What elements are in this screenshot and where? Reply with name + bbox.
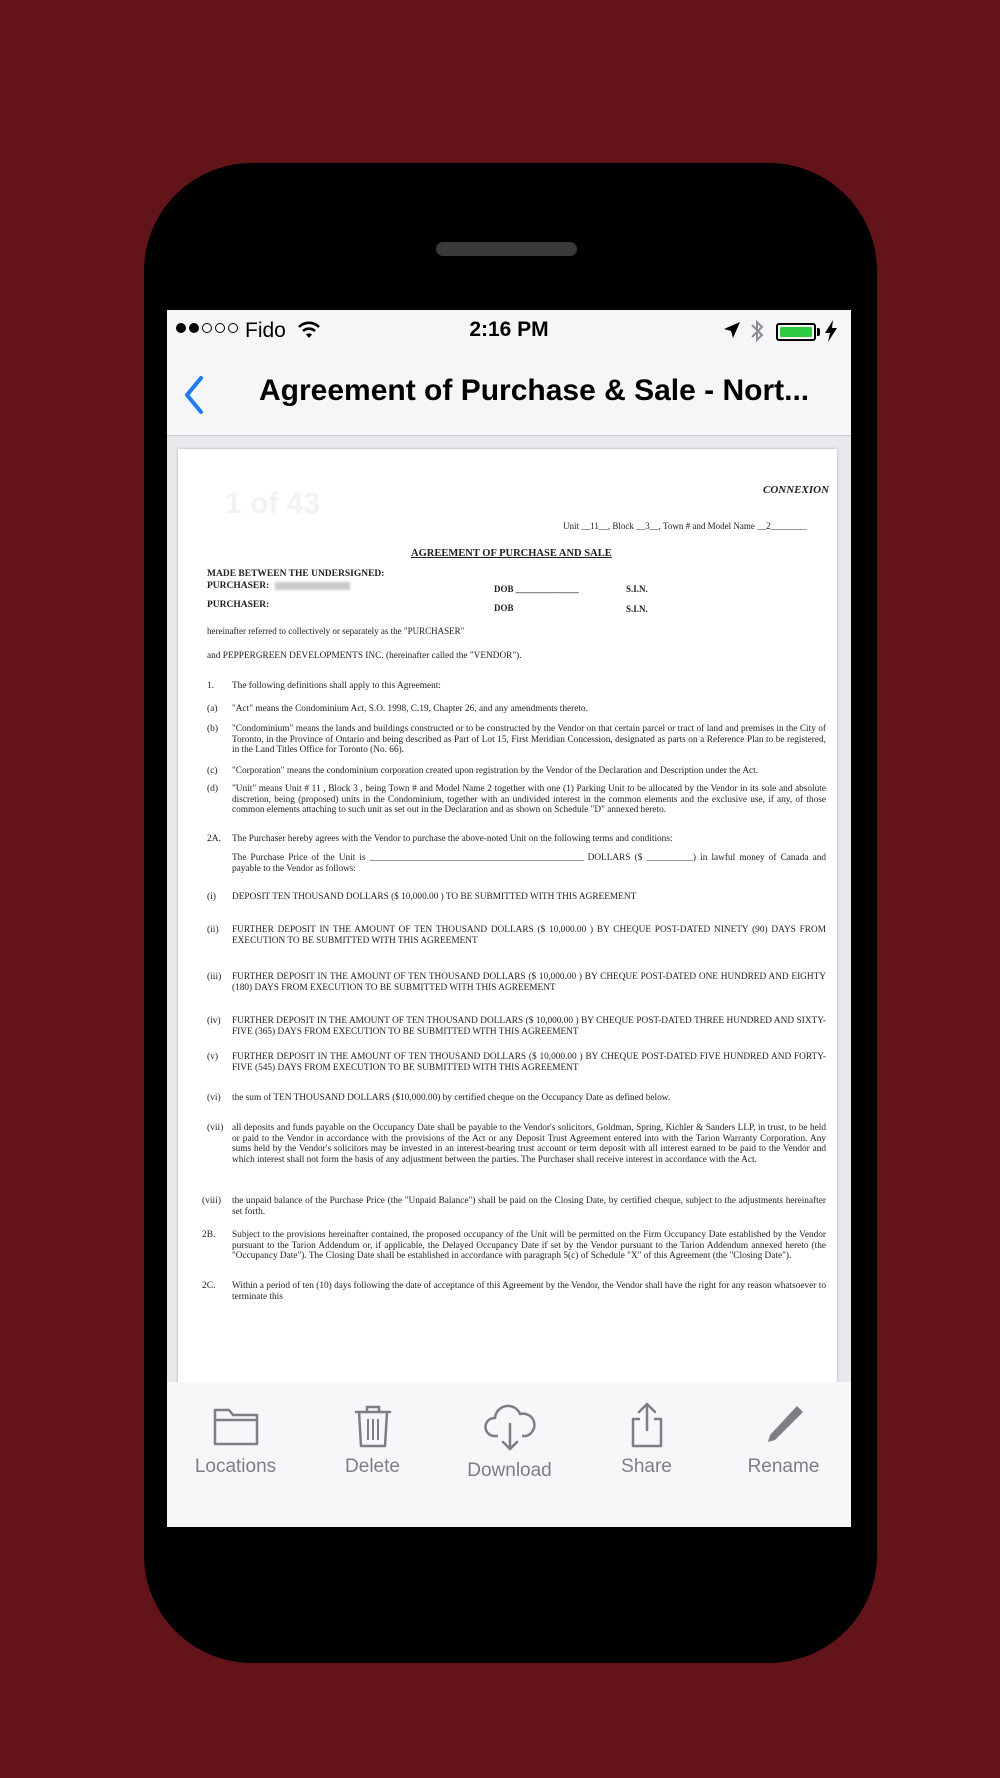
clause-number: 2C.: [202, 1281, 216, 1291]
locations-label: Locations: [194, 1456, 277, 1477]
doc-purchaser-label-1: PURCHASER:: [207, 581, 270, 591]
battery-cap: [817, 328, 820, 336]
phone-speaker: [436, 242, 577, 256]
clause-number: (v): [207, 1052, 219, 1062]
clause-text: FURTHER DEPOSIT IN THE AMOUNT OF TEN THOUSAND DOLLARS ($ 10,000.00 ) BY CHEQUE POST-DATED NINETY (90) DAYS FROM EXECUTION TO BE SUBMITTED WITH THIS AGREEMENT: [232, 925, 826, 946]
clause-text: "Act" means the Condominium Act, S.O. 1998, C.19, Chapter 26, and any amendments thereto.: [232, 704, 588, 714]
clause-text: Within a period of ten (10) days following the date of acceptance of this Agreement by the Vendor, the Vendor shall have the right for any reason whatsoever to terminate this: [232, 1281, 826, 1302]
clause-text: all deposits and funds payable on the Occupancy Date shall be payable to the Vendor's solicitors, Goldman, Spring, Kichler & Sanders LLP, in trust, to be held or paid to the Vendor in accordance with the provisions of the Act or any Deposit Trust Agreement entered into with the Tarion Warranty Corporation. Any sums held by the Vendor's solicitors may be invested in an interest-bearing trust account or term deposit with all interest earned to be paid to the Vendor and which interest shall not form the basis of any adjustment between the parties. The Purchaser shall receive interest in accordance with the Act.: [232, 1123, 826, 1165]
clause-number: 2B.: [202, 1230, 216, 1240]
clause-text: The following definitions shall apply to this Agreement:: [232, 681, 441, 691]
delete-button[interactable]: [304, 1402, 441, 1478]
battery-icon: [776, 323, 816, 341]
doc-dob-label-2: DOB: [494, 603, 514, 613]
share-label: Share: [621, 1456, 672, 1477]
carrier-name: Fido: [245, 319, 286, 342]
purchase-price-text: The Purchase Price of the Unit is ______________________________________________ DOLLARS ($ __________) in lawful money of Canada and payable to the Vendor as follows:: [232, 853, 826, 874]
navigation-bar: [167, 354, 851, 436]
rename-label: Rename: [747, 1456, 820, 1477]
clause-text: The Purchaser hereby agrees with the Vendor to purchase the above-noted Unit on the following terms and conditions:: [232, 834, 673, 844]
bottom-toolbar: [167, 1382, 851, 1527]
folder-icon: [211, 1402, 261, 1448]
bluetooth-icon: [750, 319, 764, 343]
charging-bolt-icon: [825, 320, 837, 342]
trash-icon: [348, 1402, 398, 1448]
clause-text: "Corporation" means the condominium corporation created upon registration by the Vendor of the Declaration and Description under the Act.: [232, 766, 759, 776]
phone-screen: [167, 310, 851, 1527]
share-button[interactable]: [578, 1402, 715, 1478]
document-page[interactable]: [178, 449, 837, 1382]
battery-level-fill: [780, 327, 812, 337]
document-viewer[interactable]: [167, 436, 851, 1382]
clause-text: FURTHER DEPOSIT IN THE AMOUNT OF TEN THOUSAND DOLLARS ($ 10,000.00 ) BY CHEQUE POST-DATED THREE HUNDRED AND SIXTY-FIVE (365) DAYS FROM EXECUTION TO BE SUBMITTED WITH THIS AGREEMENT: [232, 1016, 826, 1037]
doc-purchaser-label-2: PURCHASER:: [207, 600, 270, 610]
status-time: 2:16 PM: [469, 318, 549, 341]
clause-text: Subject to the provisions hereinafter contained, the proposed occupancy of the Unit will be permitted on the Firm Occupancy Date established by the Vendor pursuant to the Tarion Addendum or, if applicable, the Delayed Occupancy Date if set by the Vendor pursuant to the Tarion Addendum annexed hereto (the "Occupancy Date"). The Closing Date shall be established in accordance with paragraph 5(c) of Schedule "X" of this Agreement (the "Closing Date").: [232, 1230, 826, 1261]
clause-number: (ii): [207, 925, 219, 935]
doc-vendor-line: and PEPPERGREEN DEVELOPMENTS INC. (hereinafter called the "VENDOR").: [207, 651, 522, 661]
clause-number: (vi): [207, 1093, 221, 1103]
download-label: Download: [467, 1460, 552, 1481]
pencil-icon: [759, 1402, 809, 1448]
clause-text: the unpaid balance of the Purchase Price (the "Unpaid Balance") shall be paid on the Closing Date, by certified cheque, subject to the adjustments hereinafter set forth.: [232, 1196, 826, 1217]
clause-text: "Unit" means Unit # 11 , Block 3 , being Town # and Model Name 2 together with one (1) Parking Unit to be allocated by the Vendor in its sole and absolute discretion, being (proposed) units in the Condominium, together with an undivided interest in the common elements and the exclusive use, if any, of those common elements attaching to such unit as set out in the Declaration and as shown on Schedule "D" annexed hereto.: [232, 784, 826, 815]
locations-button[interactable]: [167, 1402, 304, 1478]
clause-number: (b): [207, 724, 219, 734]
clause-number: (iii): [207, 972, 222, 982]
clause-number: 2A.: [207, 834, 221, 844]
share-icon: [622, 1402, 672, 1448]
document-title: Agreement of Purchase & Sale - Nort...: [259, 374, 810, 407]
doc-header-name: CONNEXION: [763, 484, 830, 496]
clause-text: the sum of TEN THOUSAND DOLLARS ($10,000.00) by certified cheque on the Occupancy Date as defined below.: [232, 1093, 671, 1103]
status-bar: [167, 310, 851, 354]
clause-number: (vii): [207, 1123, 224, 1133]
back-button[interactable]: [179, 374, 213, 418]
clause-text: DEPOSIT TEN THOUSAND DOLLARS ($ 10,000.00 ) TO BE SUBMITTED WITH THIS AGREEMENT: [232, 892, 637, 902]
cloud-download-icon: [483, 1402, 537, 1452]
clause-number: (i): [207, 892, 216, 902]
doc-unit-line: Unit __11__, Block __3__, Town # and Model Name __2________: [563, 521, 807, 531]
clause-text: FURTHER DEPOSIT IN THE AMOUNT OF TEN THOUSAND DOLLARS ($ 10,000.00 ) BY CHEQUE POST-DATED ONE HUNDRED AND EIGHTY (180) DAYS FROM EXECUTION TO BE SUBMITTED WITH THIS AGREEMENT: [232, 972, 826, 993]
clause-number: (iv): [207, 1016, 221, 1026]
page-indicator: 1 of 43: [225, 487, 321, 520]
download-button[interactable]: [441, 1402, 578, 1482]
doc-dob-label-1: DOB ______________: [494, 584, 579, 594]
clause-text: FURTHER DEPOSIT IN THE AMOUNT OF TEN THOUSAND DOLLARS ($ 10,000.00 ) BY CHEQUE POST-DATED FIVE HUNDRED AND FORTY-FIVE (545) DAYS FROM EXECUTION TO BE SUBMITTED WITH THIS AGREEMENT: [232, 1052, 826, 1073]
chevron-left-icon: [179, 374, 213, 418]
clause-number: (c): [207, 766, 218, 776]
doc-sin-label-1: S.I.N.: [626, 584, 648, 594]
doc-made-between: MADE BETWEEN THE UNDERSIGNED:: [207, 569, 385, 579]
clause-number: (d): [207, 784, 219, 794]
doc-title: AGREEMENT OF PURCHASE AND SALE: [411, 548, 612, 559]
rename-button[interactable]: [715, 1402, 851, 1478]
clause-number: 1.: [207, 681, 215, 691]
delete-label: Delete: [345, 1456, 400, 1477]
doc-sin-label-2: S.I.N.: [626, 604, 648, 614]
clause-number: (viii): [202, 1196, 221, 1206]
clause-number: (a): [207, 704, 218, 714]
doc-hereinafter: hereinafter referred to collectively or separately as the "PURCHASER": [207, 626, 465, 636]
location-arrow-icon: [723, 321, 741, 339]
clause-text: "Condominium" means the lands and buildings constructed or to be constructed by the Vendor on that certain parcel or tract of land and premises in the City of Toronto, in the Province of Ontario and being described as Part of Lot 15, First Meridian Concession, designated as parts on a Reference Plan to be registered, in the Land Titles Office for Toronto (No. 66).: [232, 724, 826, 755]
redacted-purchaser-name: [275, 582, 350, 590]
